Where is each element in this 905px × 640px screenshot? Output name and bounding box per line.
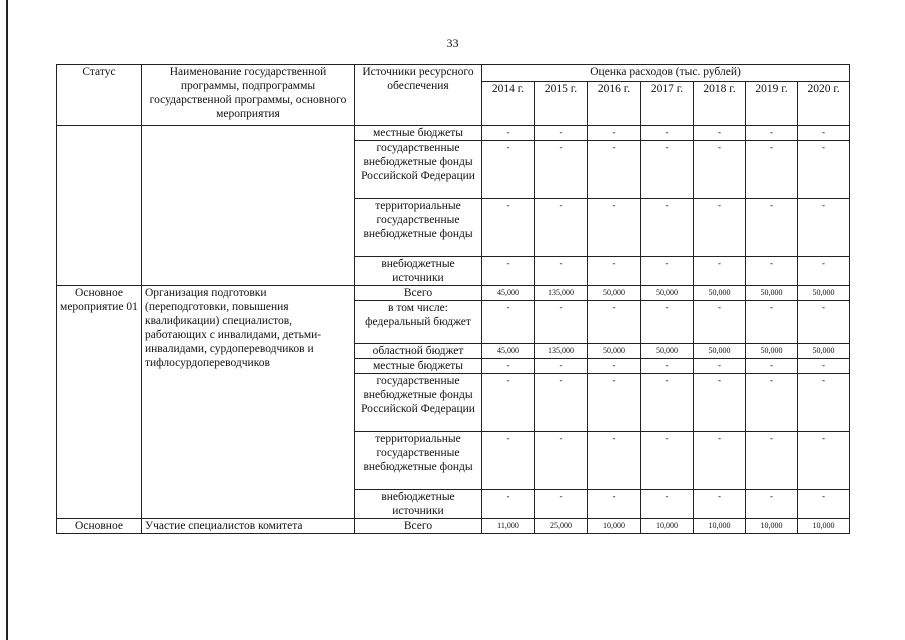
value-cell: - <box>535 301 588 344</box>
value-cell: 50,000 <box>588 344 641 359</box>
value-cell: - <box>641 359 694 374</box>
expense-table <box>56 64 850 534</box>
value-cell: - <box>694 257 746 286</box>
source-cell: местные бюджеты <box>355 126 482 141</box>
table-row <box>57 286 850 301</box>
source-cell: внебюджетные источники <box>355 490 482 519</box>
value-cell: 10,000 <box>588 519 641 534</box>
value-cell: 50,000 <box>798 344 850 359</box>
page-edge-line <box>6 0 8 640</box>
value-cell: - <box>641 374 694 432</box>
value-cell: - <box>641 257 694 286</box>
value-cell: - <box>588 199 641 257</box>
value-cell: - <box>588 126 641 141</box>
table-row <box>57 126 850 141</box>
status-cell: Основное мероприятие 01 <box>57 286 142 519</box>
source-cell: государственные внебюджетные фонды Российской Федерации <box>355 141 482 199</box>
value-cell: - <box>482 374 535 432</box>
value-cell: - <box>798 359 850 374</box>
value-cell: 50,000 <box>746 286 798 301</box>
value-cell: - <box>798 199 850 257</box>
value-cell: - <box>746 257 798 286</box>
value-cell: - <box>694 374 746 432</box>
value-cell: - <box>482 257 535 286</box>
value-cell: - <box>641 490 694 519</box>
value-cell: 50,000 <box>641 286 694 301</box>
value-cell: - <box>535 199 588 257</box>
value-cell: - <box>746 199 798 257</box>
value-cell: - <box>588 374 641 432</box>
value-cell: - <box>798 432 850 490</box>
value-cell: - <box>482 301 535 344</box>
header-year: 2018 г. <box>694 82 746 126</box>
value-cell: - <box>694 432 746 490</box>
source-cell: территориальные государственные внебюджетные фонды <box>355 432 482 490</box>
status-cell: Основное <box>57 519 142 534</box>
header-status: Статус <box>57 65 142 126</box>
value-cell: 50,000 <box>588 286 641 301</box>
value-cell: - <box>482 126 535 141</box>
value-cell: 50,000 <box>746 344 798 359</box>
value-cell: - <box>588 141 641 199</box>
header-year: 2020 г. <box>798 82 850 126</box>
value-cell: - <box>535 141 588 199</box>
value-cell: - <box>694 126 746 141</box>
value-cell: - <box>694 199 746 257</box>
value-cell: - <box>535 257 588 286</box>
value-cell: - <box>482 199 535 257</box>
value-cell: - <box>798 374 850 432</box>
status-cell <box>57 126 142 286</box>
source-cell: территориальные государственные внебюджетные фонды <box>355 199 482 257</box>
source-cell: внебюджетные источники <box>355 257 482 286</box>
value-cell: 50,000 <box>694 344 746 359</box>
header-estimate: Оценка расходов (тыс. рублей) <box>482 65 850 82</box>
value-cell: - <box>798 301 850 344</box>
value-cell: - <box>694 301 746 344</box>
value-cell: - <box>482 359 535 374</box>
value-cell: - <box>588 301 641 344</box>
value-cell: - <box>535 374 588 432</box>
value-cell: - <box>641 141 694 199</box>
source-cell: Всего <box>355 519 482 534</box>
value-cell: - <box>746 301 798 344</box>
value-cell: - <box>798 257 850 286</box>
header-year: 2014 г. <box>482 82 535 126</box>
name-cell: Организация подготовки (переподготовки, повышения квалификации) специалистов, работающих с инвалидами, детьми-инвалидами, сурдопереводчиков и тифлосурдопереводчиков <box>142 286 355 519</box>
value-cell: 135,000 <box>535 286 588 301</box>
page-number: 33 <box>446 36 459 50</box>
source-cell: областной бюджет <box>355 344 482 359</box>
value-cell: 11,000 <box>482 519 535 534</box>
value-cell: 50,000 <box>798 286 850 301</box>
value-cell: 10,000 <box>798 519 850 534</box>
value-cell: - <box>746 432 798 490</box>
value-cell: 135,000 <box>535 344 588 359</box>
value-cell: 10,000 <box>694 519 746 534</box>
source-cell: в том числе: федеральный бюджет <box>355 301 482 344</box>
name-cell <box>142 126 355 286</box>
value-cell: - <box>798 126 850 141</box>
value-cell: - <box>588 490 641 519</box>
header-year: 2015 г. <box>535 82 588 126</box>
value-cell: - <box>746 141 798 199</box>
value-cell: - <box>535 432 588 490</box>
value-cell: 10,000 <box>641 519 694 534</box>
name-cell: Участие специалистов комитета <box>142 519 355 534</box>
value-cell: - <box>482 141 535 199</box>
value-cell: - <box>641 301 694 344</box>
value-cell: - <box>694 490 746 519</box>
value-cell: - <box>482 490 535 519</box>
header-year: 2017 г. <box>641 82 694 126</box>
value-cell: - <box>641 126 694 141</box>
value-cell: - <box>535 359 588 374</box>
table-row <box>57 519 850 534</box>
value-cell: - <box>588 359 641 374</box>
value-cell: - <box>746 490 798 519</box>
source-cell: местные бюджеты <box>355 359 482 374</box>
value-cell: - <box>482 432 535 490</box>
value-cell: - <box>746 126 798 141</box>
value-cell: - <box>694 359 746 374</box>
value-cell: - <box>641 432 694 490</box>
value-cell: - <box>798 490 850 519</box>
source-cell: Всего <box>355 286 482 301</box>
value-cell: 10,000 <box>746 519 798 534</box>
value-cell: - <box>535 490 588 519</box>
value-cell: - <box>746 359 798 374</box>
value-cell: - <box>641 199 694 257</box>
header-sources: Источники ресурсного обеспечения <box>355 65 482 126</box>
value-cell: - <box>694 141 746 199</box>
source-cell: государственные внебюджетные фонды Российской Федерации <box>355 374 482 432</box>
value-cell: 25,000 <box>535 519 588 534</box>
value-cell: 45,000 <box>482 344 535 359</box>
value-cell: 50,000 <box>641 344 694 359</box>
header-year: 2016 г. <box>588 82 641 126</box>
value-cell: 50,000 <box>694 286 746 301</box>
value-cell: 45,000 <box>482 286 535 301</box>
header-name: Наименование государственной программы, подпрограммы государственной программы, основного мероприятия <box>142 65 355 126</box>
value-cell: - <box>746 374 798 432</box>
header-year: 2019 г. <box>746 82 798 126</box>
value-cell: - <box>588 432 641 490</box>
value-cell: - <box>588 257 641 286</box>
value-cell: - <box>798 141 850 199</box>
value-cell: - <box>535 126 588 141</box>
